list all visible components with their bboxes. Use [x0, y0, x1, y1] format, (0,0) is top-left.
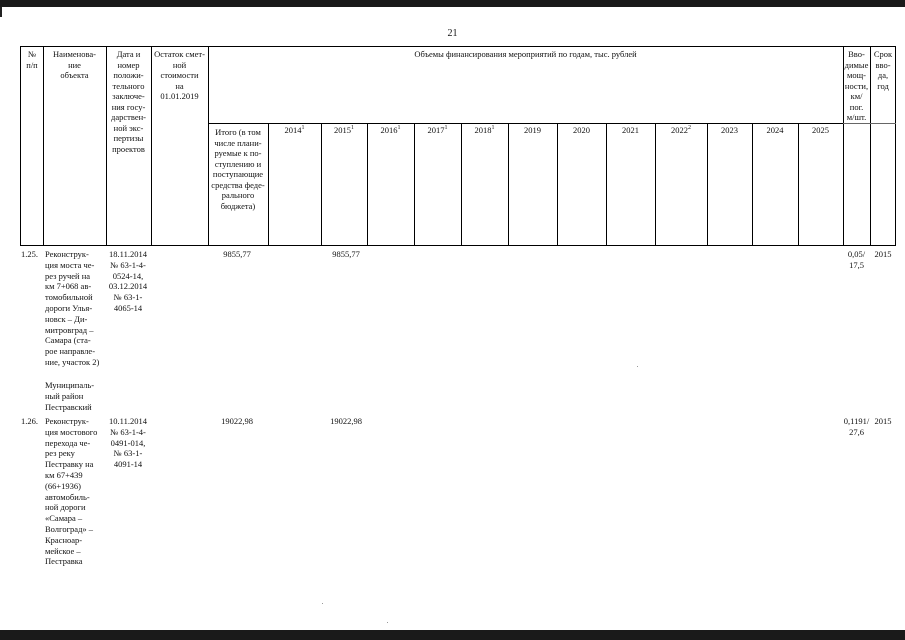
- top-border: [0, 0, 905, 7]
- scan-speck: [387, 622, 388, 623]
- header-year-2023: 2023: [721, 125, 738, 135]
- commission-year: 2015: [874, 249, 892, 259]
- header-funding: Объемы финансирования мероприятий по годам, тыс. рублей: [414, 49, 637, 59]
- amount-2015: 19022,98: [330, 416, 362, 426]
- object-name: Реконструк- ция мостового перехода че- рез реку Пестравку на км 67+439 (66+1936) автомобиль- ной дороги «Самара – Волгоград» – Красноар- мейское – Пестравка: [45, 416, 98, 567]
- object-name: Реконструк- ция моста че- рез ручей на км 7+068 ав- томобильной дороги Улья- новск – Ди- митровград – Самара (ста- рое направле- ние, участок 2): [45, 249, 100, 367]
- header-total: Итого (в том числе плани- руемые к по- ступлению и поступающие средства феде- рального бюджета): [211, 127, 265, 211]
- header-capacity: Вво- димые мощ- ности, км/ пог. м/шт.: [844, 49, 869, 122]
- header-term: Срок вво- да, год: [873, 49, 893, 91]
- header-year-2017: 2017$^1$: [427, 125, 448, 135]
- total-amount: 19022,98: [221, 416, 253, 426]
- header-balance: Остаток смет- ной стоимости на 01.01.2019: [154, 49, 205, 101]
- section-label: Муниципаль- ный район Пестравский: [45, 380, 95, 412]
- header-year-2022: 2022$^2$: [671, 125, 691, 135]
- header-year-2016: 2016$^1$: [380, 125, 401, 135]
- scan-speck: [637, 366, 638, 367]
- capacity-value: 0,05/ 17,5: [847, 249, 866, 270]
- header-year-2019: 2019: [524, 125, 541, 135]
- total-amount: 9855,77: [223, 249, 251, 259]
- bottom-border: [0, 630, 905, 640]
- row-number: 1.26.: [21, 416, 38, 426]
- header-year-2024: 2024: [766, 125, 784, 135]
- header-year-2014: 2014$^1$: [284, 125, 305, 135]
- expertise-date: 10.11.2014 № 63-1-4- 0491-014, № 63-1- 4091-14: [109, 416, 147, 470]
- page-number: 21: [447, 28, 458, 39]
- header-date: Дата и номер положи- тельного заключе- ния госу- дарствен- ной экс- пертизы проектов: [111, 49, 146, 154]
- header-num: № п/п: [26, 49, 38, 70]
- table-header: [20, 46, 896, 246]
- header-year-2021: 2021: [622, 125, 639, 135]
- scan-speck: [322, 603, 323, 604]
- row-number: 1.25.: [21, 249, 38, 259]
- header-year-2025: 2025: [812, 125, 829, 135]
- header-year-2018: 2018$^1$: [474, 125, 495, 135]
- header-year-2020: 2020: [573, 125, 590, 135]
- amount-2015: 9855,77: [332, 249, 360, 259]
- header-year-2015: 2015$^1$: [334, 125, 354, 135]
- capacity-value: 0,1191/ 27,6: [843, 416, 870, 437]
- expertise-date: 18.11.2014 № 63-1-4- 0524-14, 03.12.2014 № 63-1- 4065-14: [108, 249, 148, 313]
- left-edge-mark: [0, 7, 2, 17]
- commission-year: 2015: [874, 416, 892, 426]
- header-name: Наименова- ние объекта: [53, 49, 96, 80]
